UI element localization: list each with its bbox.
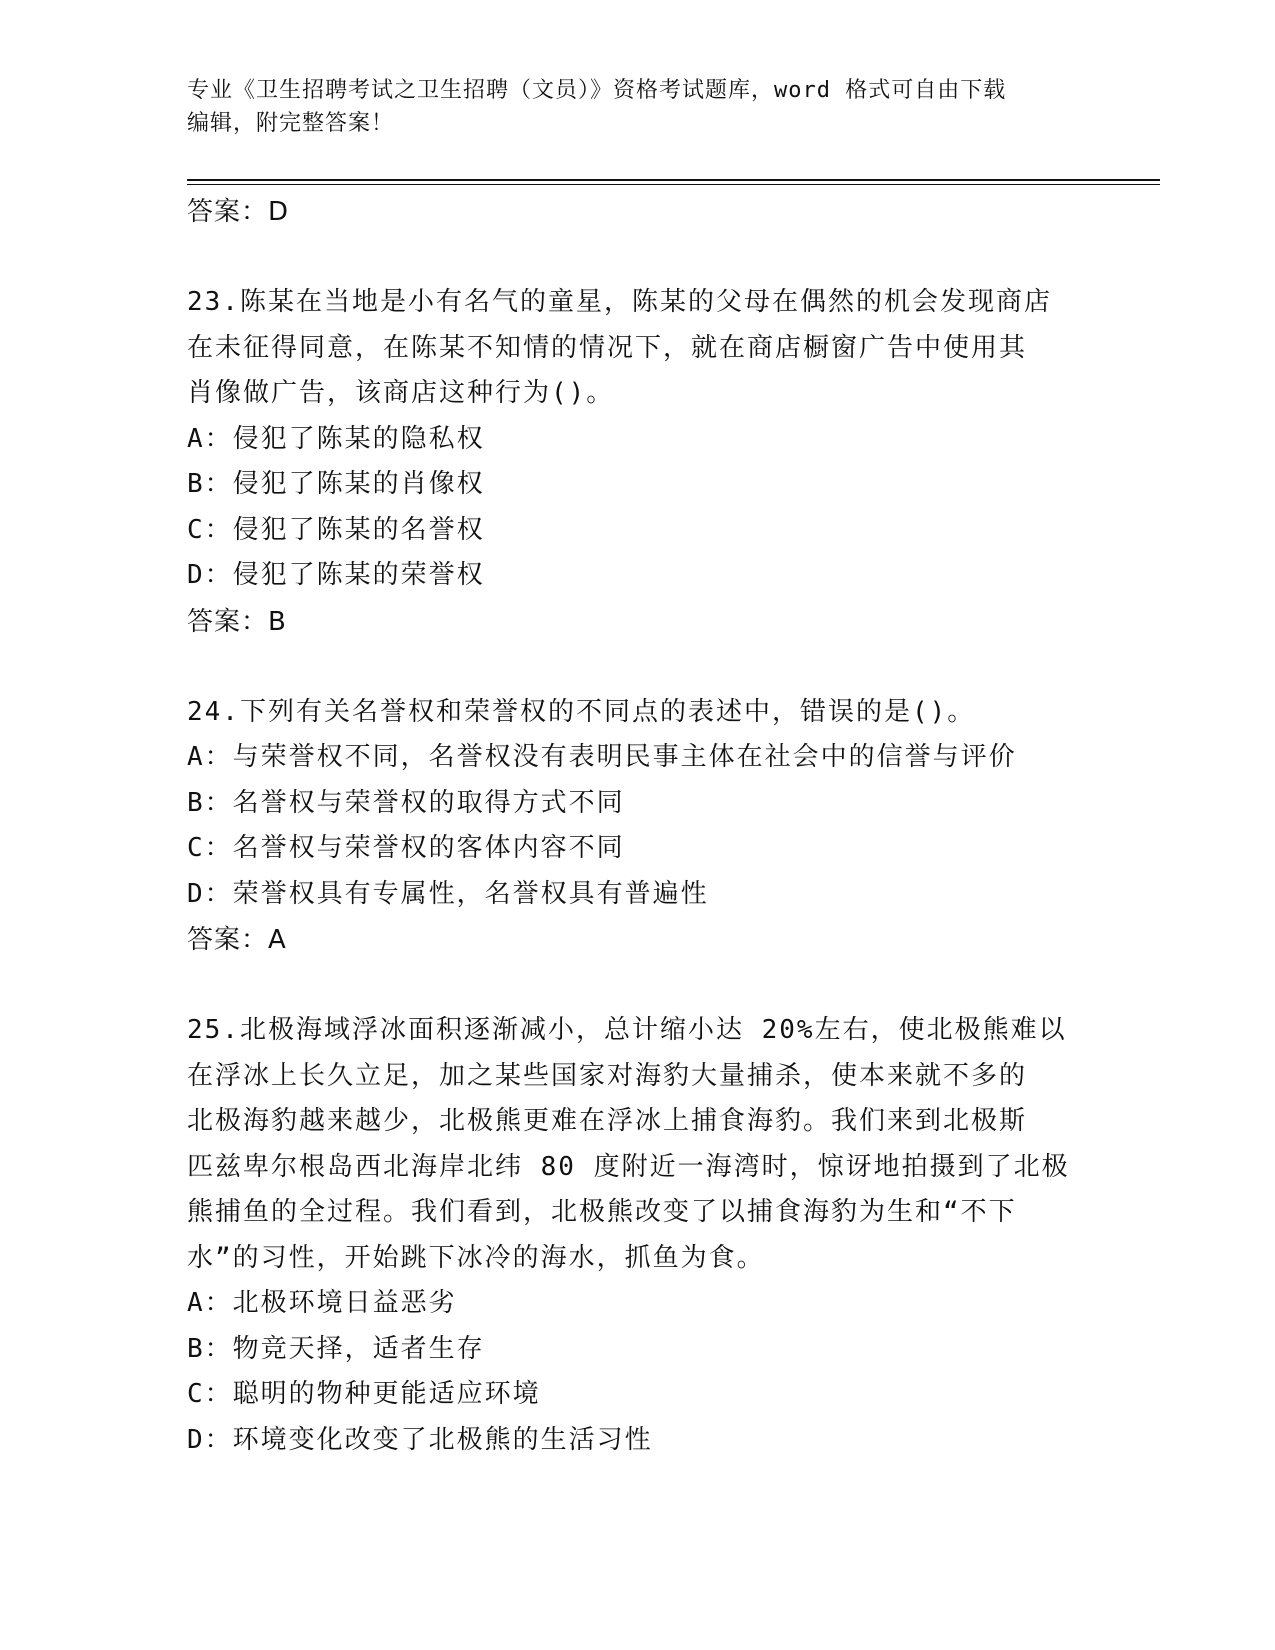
stem-line: 北极海豹越来越少，北极熊更难在浮冰上捕食海豹。我们来到北极斯 (187, 1106, 1028, 1136)
header-line-2: 编辑，附完整答案！ (187, 111, 395, 136)
answer-line: 答案：B (187, 606, 287, 637)
stem-line: 匹兹卑尔根岛西北海岸北纬 80 度附近一海湾时，惊讶地拍摄到了北极 (187, 1151, 1070, 1182)
stem-line: 25.北极海域浮冰面积逐渐减小，总计缩小达 20%左右，使北极熊难以 (187, 1015, 1067, 1045)
option-a: A：北极环境日益恶劣 (187, 1288, 457, 1318)
spacer (187, 235, 1087, 280)
spacer (187, 963, 1087, 1008)
stem-line: 24.下列有关名誉权和荣誉权的不同点的表述中，错误的是()。 (187, 696, 976, 727)
option-a: A：与荣誉权不同，名誉权没有表明民事主体在社会中的信誉与评价 (187, 742, 1017, 772)
answer-line: 答案：A (187, 925, 287, 955)
question-25 (187, 1008, 1087, 1463)
spacer (187, 645, 1087, 690)
option-a: A：侵犯了陈某的隐私权 (187, 423, 485, 454)
option-d: D：荣誉权具有专属性，名誉权具有普遍性 (187, 878, 709, 909)
option-c: C：聪明的物种更能适应环境 (187, 1379, 541, 1409)
stem-line: 23.陈某在当地是小有名气的童星，陈某的父母在偶然的机会发现商店 (187, 287, 1052, 317)
question-23 (187, 280, 1087, 645)
option-c: C：侵犯了陈某的名誉权 (187, 514, 485, 545)
stem-line: 在浮冰上长久立足，加之某些国家对海豹大量捕杀，使本来就不多的 (187, 1060, 1028, 1091)
stem-line: 水”的习性，开始跳下冰冷的海水，抓鱼为食。 (187, 1242, 765, 1273)
question-list (187, 189, 1087, 1463)
header-line-1: 专业《卫生招聘考试之卫生招聘（文员）》资格考试题库，word 格式可自由下载 (187, 78, 1007, 103)
option-b: B：名誉权与荣誉权的取得方式不同 (187, 787, 625, 818)
stem-line: 肖像做广告，该商店这种行为()。 (187, 378, 615, 408)
stem-line: 在未征得同意，在陈某不知情的情况下，就在商店橱窗广告中使用其 (187, 332, 1028, 363)
question-stem (187, 1008, 1087, 1281)
header-divider-thick (187, 179, 1160, 181)
header-divider-thin (187, 184, 1160, 185)
option-b: B：侵犯了陈某的肖像权 (187, 469, 485, 499)
question-stem (187, 690, 1087, 736)
option-b: B：物竞天择，适者生存 (187, 1333, 485, 1364)
question-24 (187, 690, 1087, 964)
question-stem (187, 280, 1087, 417)
stem-line: 熊捕鱼的全过程。我们看到，北极熊改变了以捕食海豹为生和“不下 (187, 1197, 1017, 1227)
option-c: C：名誉权与荣誉权的客体内容不同 (187, 833, 625, 863)
document-header (187, 74, 1087, 140)
previous-answer: 答案：D (187, 197, 290, 227)
option-d: D：侵犯了陈某的荣誉权 (187, 560, 485, 590)
option-d: D：环境变化改变了北极熊的生活习性 (187, 1424, 653, 1455)
